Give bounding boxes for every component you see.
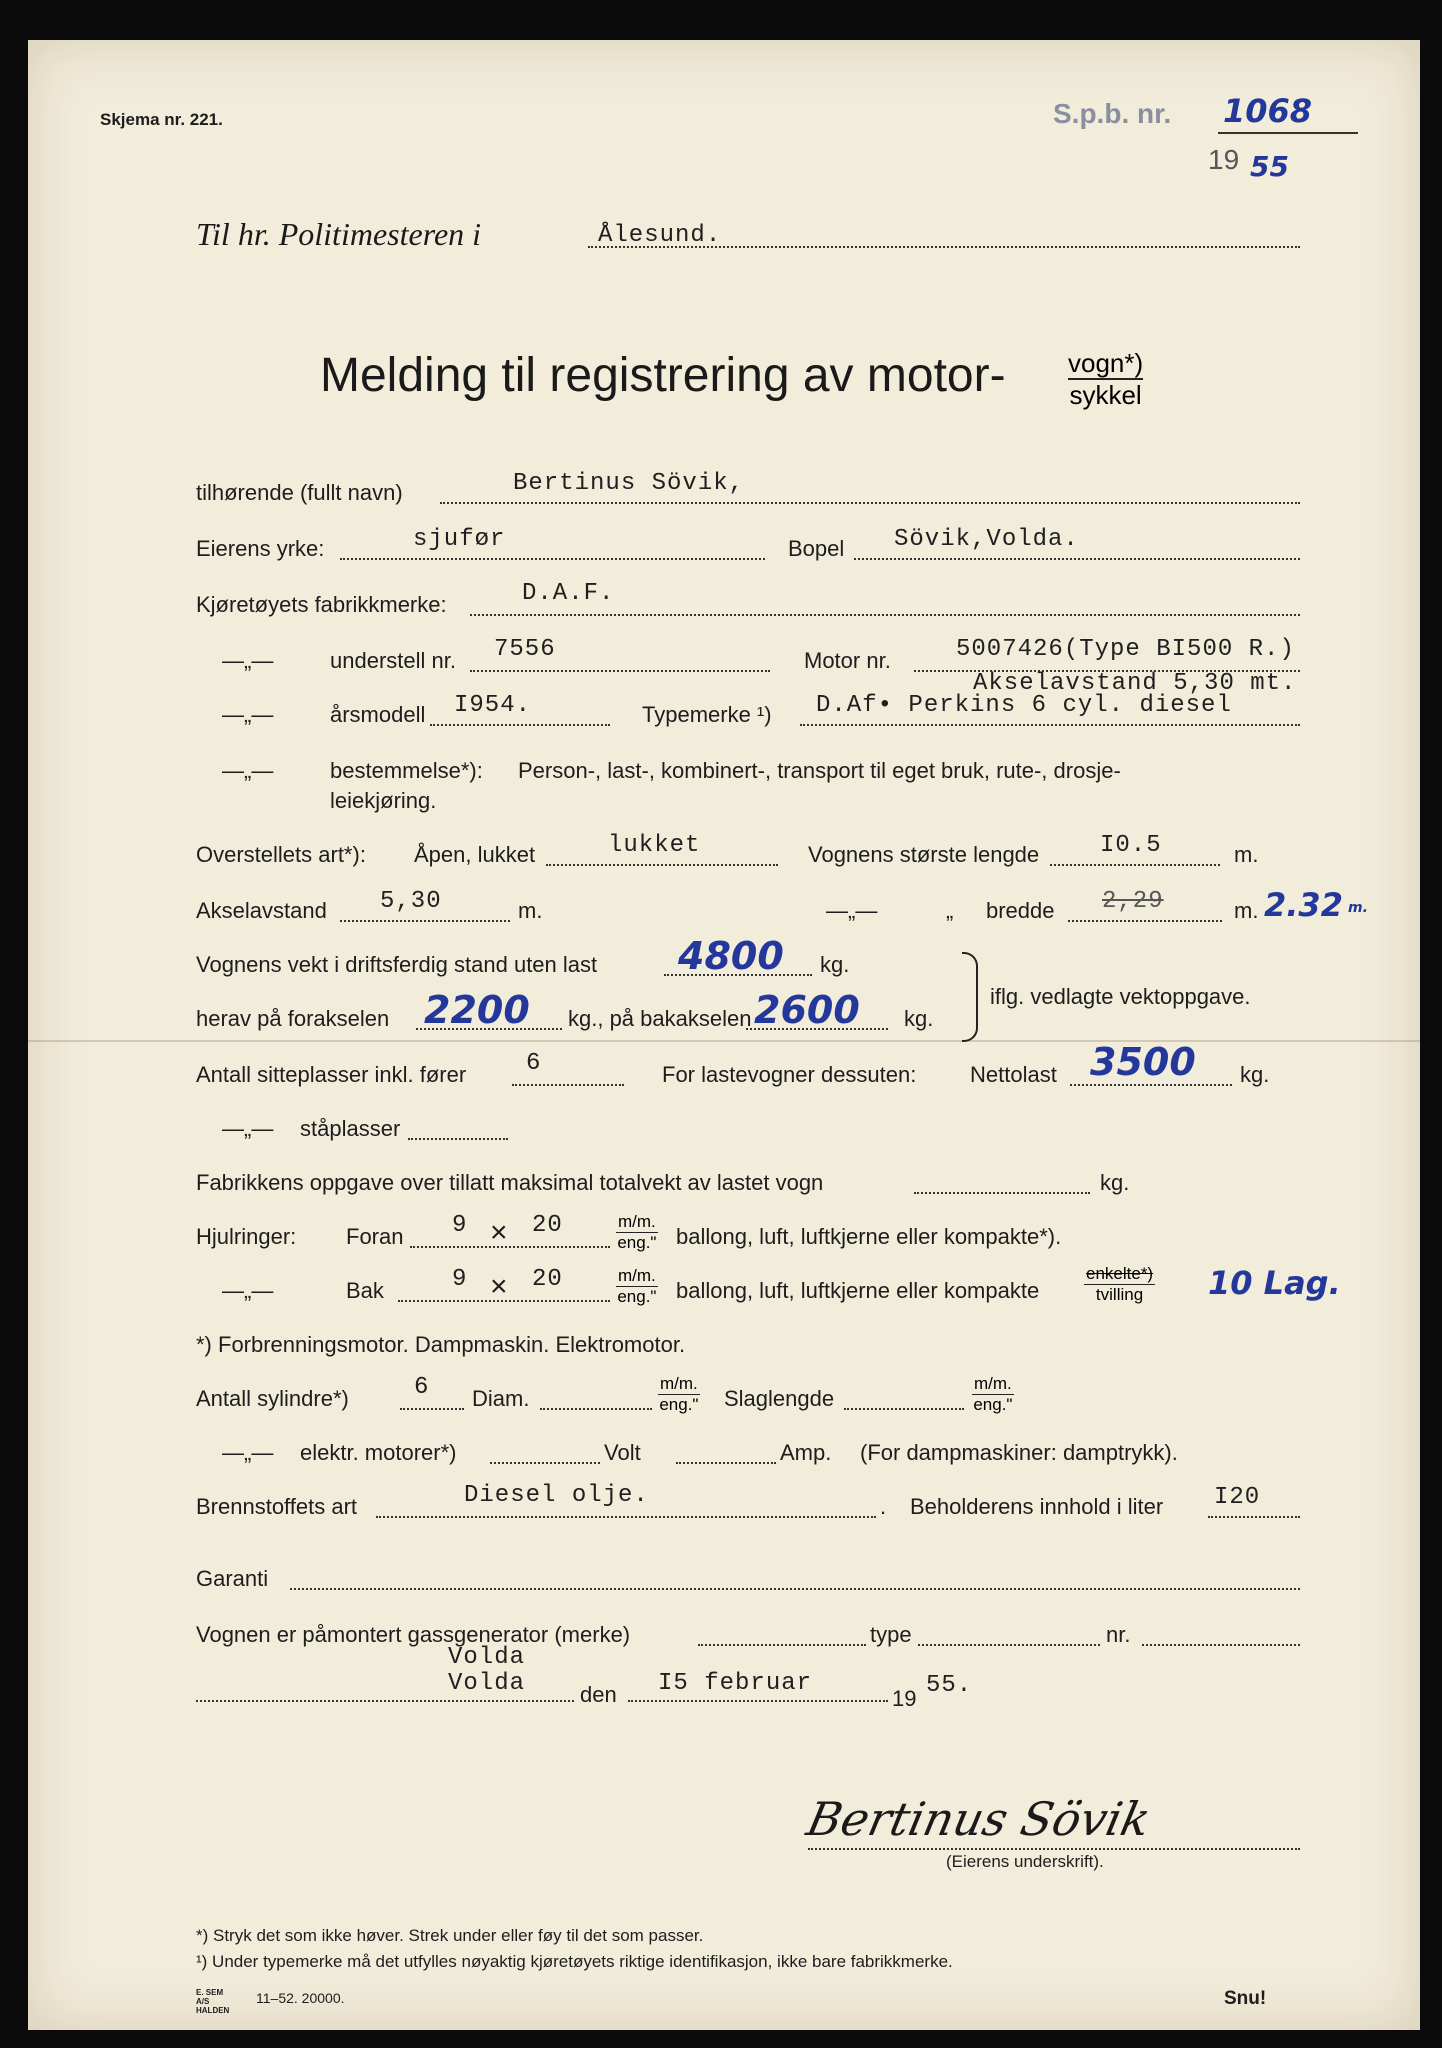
footnote-2: ¹) Under typemerke må det utfylles nøyaktig kjøretøyets riktige identifikasjon, ikke bare fabrikkmerke. [196,1952,953,1971]
occupation-value: sjufør [413,526,506,553]
title-frac-bottom: sykkel [1069,380,1142,410]
amp-label: Amp. [780,1440,832,1465]
signature-caption: (Eierens underskrift). [946,1852,1104,1871]
width-value-hand: 2.32 [1264,886,1343,924]
stroke-label: Slaglengde [724,1386,835,1411]
chassis-value: 7556 [494,636,556,663]
max-weight-line [914,1192,1090,1194]
width-hand-unit: m. [1348,900,1368,916]
body-type-value: lukket [608,832,701,859]
weight-label: Vognens vekt i driftsferdig stand uten last [196,952,598,977]
make-value: D.A.F. [522,580,615,607]
fuel-label: Brennstoffets art [196,1494,358,1519]
purpose-label: bestemmelse*): [330,758,483,783]
owner-name-value: Bertinus Sövik, [513,470,745,497]
volt-label: Volt [604,1440,641,1465]
lorry-label: For lastevogner dessuten: [662,1062,917,1087]
max-weight-unit: kg. [1100,1170,1130,1195]
max-weight-label: Fabrikkens oppgave over tillatt maksimal totalvekt av lastet vogn [196,1170,824,1195]
net-load-label: Nettolast [970,1062,1057,1087]
cylinders-line [400,1408,464,1410]
motor-label: Motor nr. [804,648,891,673]
rear-axle-value: 2600 [754,988,860,1032]
axle-line [340,920,510,922]
fuel-value: Diesel olje. [464,1482,649,1509]
place-value: Volda [448,1670,526,1697]
front-axle-value: 2200 [424,988,530,1032]
gas-generator-line [698,1644,866,1646]
tires-rear-times: × [490,1270,508,1303]
tires-front-b: 20 [532,1212,563,1239]
tank-value: I20 [1214,1484,1261,1511]
tires-twin: tvilling [1095,1285,1144,1304]
footnote-1: *) Stryk det som ikke høver. Strek under eller føy til det som passer. [196,1926,704,1945]
engine-types: *) Forbrenningsmotor. Dampmaskin. Elektromotor. [196,1332,686,1357]
length-unit: m. [1234,842,1259,867]
tires-rear-b: 20 [532,1266,563,1293]
gas-nr-line [1142,1644,1300,1646]
tires-ply-note: 10 Lag. [1208,1264,1341,1302]
turn-over-note: Snu! [1224,1988,1267,2009]
weight-brace [962,952,978,1042]
motor-note: Akselavstand 5,30 mt. [973,670,1297,697]
stroke-unit-bottom: eng." [973,1395,1013,1414]
diam-line [540,1408,652,1410]
fold-crease [28,1040,1420,1042]
fuel-line-end: . [880,1494,887,1519]
printer-mark: E. SEM A/S HALDEN [196,1988,230,2015]
body-type-line [546,864,778,866]
tank-line [1208,1516,1300,1518]
purpose-options: Person-, last-, kombinert-, transport til eget bruk, rute-, drosje- [518,758,1121,783]
year-line [430,724,610,726]
purpose-options-2: leiekjøring. [330,788,437,813]
body-type-options: Åpen, lukket [414,842,536,867]
axle-unit: m. [518,898,543,923]
rear-axle-unit: kg. [904,1006,934,1031]
ditto-electric: —„— [222,1440,274,1465]
spb-year-suffix: 55 [1250,150,1289,183]
diam-unit-top: m/m. [660,1374,698,1393]
body-type-label: Overstellets art*): [196,842,366,867]
gas-type-line [918,1644,1100,1646]
tires-rear-unit [616,1266,658,1307]
motor-value: 5007426(Type BI500 R.) [956,636,1295,663]
residence-value: Sövik,Volda. [894,526,1079,553]
tires-rear-type: ballong, luft, luftkjerne eller kompakte [676,1278,1040,1303]
date-year-value: 55. [926,1672,973,1699]
ditto-rear: —„— [222,1278,274,1303]
width-value-struck: 2,29 [1102,888,1164,915]
axle-label: Akselavstand [196,898,327,923]
tires-front-unit-top: m/m. [618,1212,656,1231]
place-line [196,1700,574,1702]
tires-label: Hjulringer: [196,1224,297,1249]
weight-unit: kg. [820,952,850,977]
front-axle-label: herav på forakselen [196,1006,390,1031]
tires-rear-label: Bak [346,1278,384,1303]
ditto-year: —„— [222,702,274,727]
diam-unit-bottom: eng." [659,1395,699,1414]
standing-line [408,1138,508,1140]
length-label: Vognens største lengde [808,842,1040,867]
diam-unit [658,1374,700,1415]
tires-front-type: ballong, luft, luftkjerne eller kompakte*). [676,1224,1062,1249]
form-sheet [28,40,1420,2030]
seats-label: Antall sitteplasser inkl. fører [196,1062,467,1087]
weight-value: 4800 [678,934,784,978]
ditto-width-small: „ [946,898,954,923]
type-label: Typemerke ¹) [642,702,772,727]
date-line [628,1700,888,1702]
gas-type-label: type [870,1622,912,1647]
tires-front-label: Foran [346,1224,404,1249]
diam-label: Diam. [472,1386,530,1411]
year-label: årsmodell [330,702,426,727]
tires-front-a: 9 [452,1212,468,1239]
weight-note: iflg. vedlagte vektoppgave. [990,984,1251,1009]
seats-value: 6 [526,1050,542,1077]
volt-line [676,1462,776,1464]
residence-label: Bopel [788,536,845,561]
stroke-unit [972,1374,1014,1415]
type-value: D.Af• Perkins 6 cyl. diesel [816,692,1232,719]
tires-single: enkelte*) [1086,1264,1154,1283]
guarantee-label: Garanti [196,1566,269,1591]
tires-front-unit-bottom: eng." [617,1233,657,1252]
net-load-line [1070,1084,1232,1086]
spb-underline [1218,132,1358,134]
ditto-standing: —„— [222,1116,274,1141]
gas-generator-label: Vognen er påmontert gassgenerator (merke) [196,1622,631,1647]
electric-label: elektr. motorer*) [300,1440,457,1465]
spb-label: S.p.b. nr. [1053,98,1172,129]
occupation-label: Eierens yrke: [196,536,325,561]
length-line [1050,864,1220,866]
residence-line [854,558,1300,560]
type-line [800,724,1300,726]
owner-name-label: tilhørende (fullt navn) [196,480,403,505]
width-unit: m. [1234,898,1259,923]
stroke-line [844,1408,964,1410]
fuel-line [376,1516,876,1518]
occupation-line [340,558,765,560]
ditto-chassis: —„— [222,648,274,673]
axle-value: 5,30 [380,888,442,915]
addressee-line [588,246,1300,248]
owner-signature: Bertinus Sövik [802,1792,1156,1846]
spb-year-prefix: 19 [1208,144,1240,175]
date-value: I5 februar [658,1670,813,1697]
ditto-purpose: —„— [222,758,274,783]
net-load-unit: kg. [1240,1062,1270,1087]
owner-name-line [440,502,1300,504]
guarantee-line [290,1588,1300,1590]
tires-front-unit [616,1212,658,1253]
tires-rear-unit-top: m/m. [618,1266,656,1285]
title-fraction [1068,348,1143,410]
schema-number: Skjema nr. 221. [100,110,223,129]
gas-nr-label: nr. [1106,1622,1131,1647]
make-label: Kjøretøyets fabrikkmerke: [196,592,447,617]
form-title: Melding til registrering av motor- [320,349,1006,402]
tires-front-line [410,1246,610,1248]
title-frac-top: vogn*) [1068,348,1144,378]
stroke-unit-top: m/m. [974,1374,1012,1393]
tires-rear-a: 9 [452,1266,468,1293]
width-line [1068,920,1222,922]
ditto-width: —„— [826,898,878,923]
year-value: I954. [454,692,532,719]
print-info: 11–52. 20000. [256,1990,345,2006]
tires-rear-mounting [1084,1264,1155,1305]
addressee-label: Til hr. Politimesteren i [196,216,482,252]
rear-axle-label: kg., på bakakselen [568,1006,752,1031]
date-year-prefix: 19 [892,1686,917,1711]
tires-front-times: × [490,1216,508,1249]
make-line [470,614,1300,616]
place-above: Volda [448,1644,526,1671]
electric-line [490,1462,600,1464]
steam-note: (For dampmaskiner: damptrykk). [860,1440,1178,1465]
width-label: bredde [986,898,1055,923]
length-value: I0.5 [1100,832,1162,859]
seats-line [512,1084,624,1086]
date-label: den [580,1682,617,1707]
net-load-value: 3500 [1090,1040,1196,1084]
cylinders-label: Antall sylindre*) [196,1386,349,1411]
cylinders-value: 6 [414,1374,430,1401]
signature-line [808,1848,1300,1850]
spb-number: 1068 [1223,92,1313,130]
tires-rear-unit-bottom: eng." [617,1287,657,1306]
tank-label: Beholderens innhold i liter [910,1494,1164,1519]
chassis-line [470,670,770,672]
standing-label: ståplasser [300,1116,401,1141]
addressee-value: Ålesund. [598,222,722,249]
chassis-label: understell nr. [330,648,456,673]
